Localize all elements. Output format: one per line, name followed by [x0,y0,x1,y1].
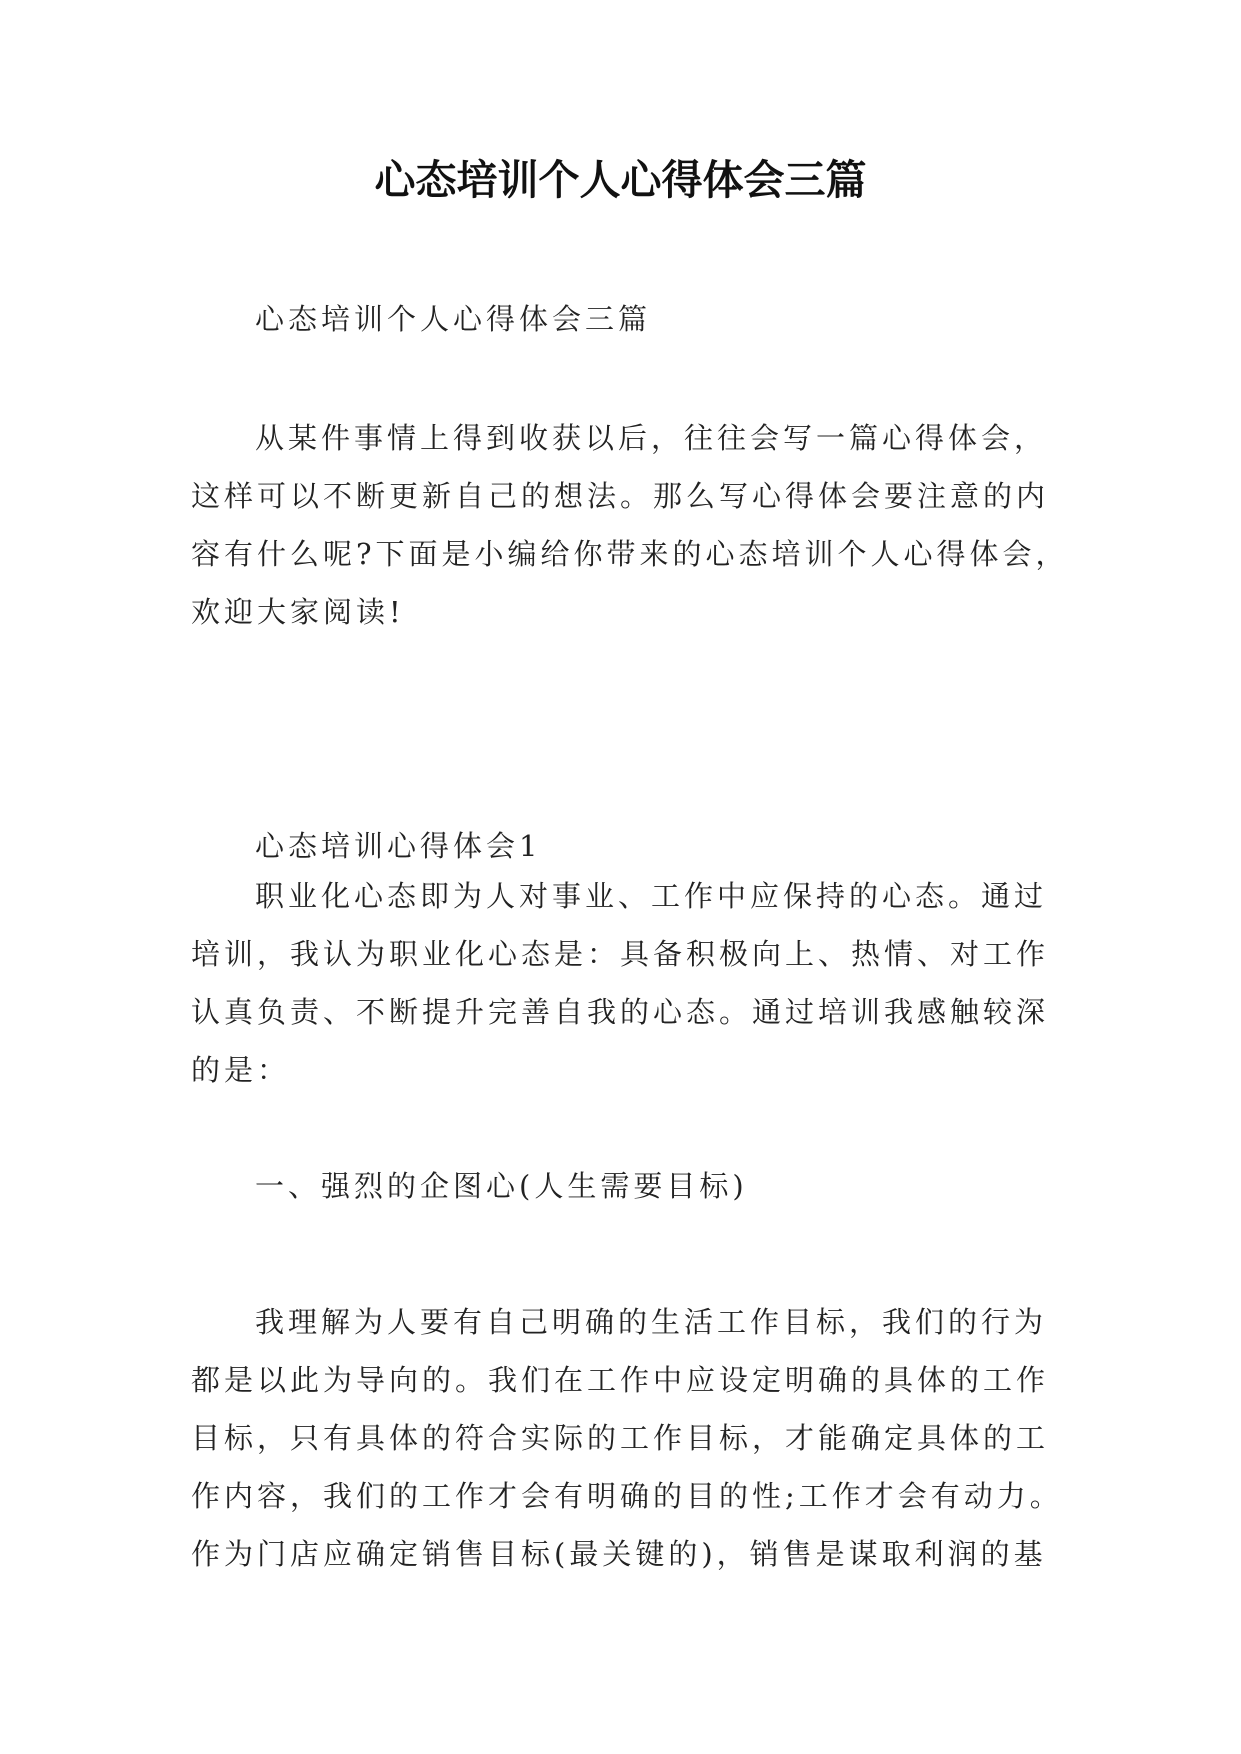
point-1-paragraph: 我理解为人要有自己明确的生活工作目标，我们的行为都是以此为导向的。我们在工作中应设定明确的具体的工作目标，只有具体的符合实际的工作目标，才能确定具体的工作内容，我们的工作才会有明确的目的性;工作才会有动力。作为门店应确定销售目标(最关键的)，销售是谋取利润的基 [191,1305,1063,1571]
document-title: 心态培训个人心得体会三篇 [374,156,867,204]
section-1-paragraph: 职业化心态即为人对事业、工作中应保持的心态。通过培训，我认为职业化心态是：具备积极向上、热情、对工作认真负责、不断提升完善自我的心态。通过培训我感触较深的是： [191,879,1050,1087]
document-subtitle: 心态培训个人心得体会三篇 [255,302,652,336]
section-heading-1: 心态培训心得体会1 [255,829,542,863]
point-heading-1: 一、强烈的企图心(人生需要目标) [255,1169,748,1203]
intro-paragraph: 从某件事情上得到收获以后，往往会写一篇心得体会，这样可以不断更新自己的想法。那么写心得体会要注意的内容有什么呢?下面是小编给你带来的心态培训个人心得体会，欢迎大家阅读! [191,421,1069,629]
